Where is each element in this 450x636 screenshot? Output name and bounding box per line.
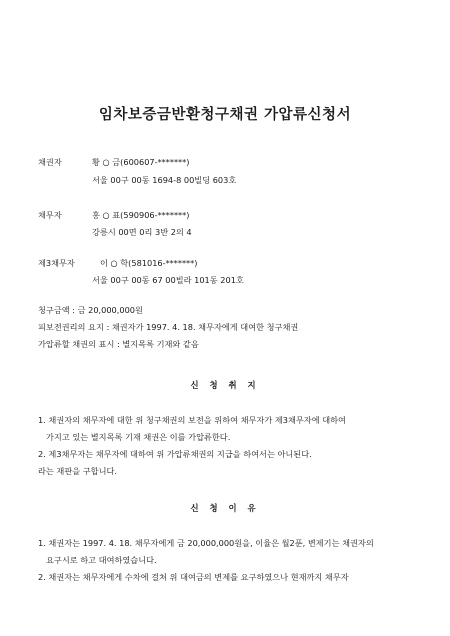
reasons-item2-line1: 2. 채권자는 채무자에게 수차에 걸쳐 위 대여금의 변제를 요구하였으나 현재까지 채무자: [38, 572, 349, 582]
protected-right: 피보전권리의 요지 : 채권자가 1997. 4. 18. 채무자에게 대여한 청구채권: [38, 322, 299, 332]
third-debtor-address: 서울 00구 00동 67 00빌라 101동 201호: [92, 275, 244, 285]
reasons-item1-line2: 요구시로 하고 대여하였습니다.: [46, 555, 157, 565]
reasons-heading: 신 청 이 유: [190, 503, 260, 513]
creditor-address: 서울 00구 00동 1694-8 00빌딩 603호: [92, 175, 237, 185]
debtor-address: 강릉시 00면 0리 3반 2의 4: [92, 227, 192, 237]
purpose-heading: 신 청 취 지: [190, 380, 260, 390]
creditor-label: 채권자: [38, 157, 62, 167]
purpose-item2: 2. 제3채무자는 채무자에 대하여 위 가압류채권의 지급을 하여서는 아니된다.: [38, 449, 312, 459]
third-debtor-name: 이 ○ 학(581016-*******): [100, 258, 198, 268]
document-title: 임차보증금반환청구채권 가압류신청서: [98, 107, 352, 123]
debtor-label: 채무자: [38, 210, 62, 220]
purpose-item1-line2: 가지고 있는 별지목록 기재 채권은 이를 가압류한다.: [46, 432, 231, 442]
debtor-name: 홍 ○ 표(590906-*******): [92, 210, 190, 220]
reasons-item1-line1: 1. 채권자는 1997. 4. 18. 채무자에게 금 20,000,000원을, 이율은 월2푼, 변제기는 채권자의: [38, 538, 374, 548]
third-debtor-label: 제3채무자: [38, 258, 75, 268]
claim-amount: 청구금액 : 금 20,000,000원: [38, 305, 143, 315]
purpose-closing: 라는 재판을 구합니다.: [38, 466, 117, 476]
seized-claim: 가압류할 채권의 표시 : 별지목록 기재와 같음: [38, 339, 199, 349]
purpose-item1-line1: 1. 채권자의 채무자에 대한 위 청구채권의 보전을 위하여 채무자가 제3채무자에 대하여: [38, 415, 346, 425]
creditor-name: 황 ○ 금(600607-*******): [92, 157, 190, 167]
